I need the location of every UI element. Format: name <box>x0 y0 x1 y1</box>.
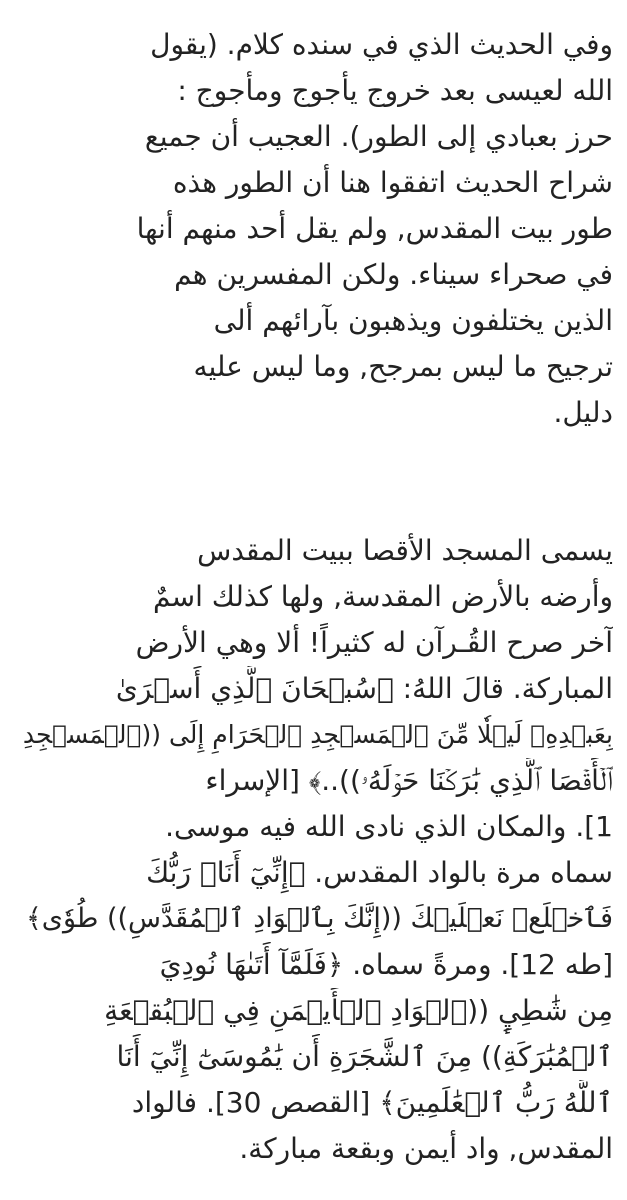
text-line: ٱللَّهُ رَبُّ ٱلۡعَٰلَمِينَ﴾ [القصص 30]. فالواد <box>131 1086 613 1119</box>
text-line: في صحراء سيناء. ولكن المفسرين هم <box>174 258 613 291</box>
text-line: [طه 12]. ومرةً سماه. ﴿فَلَمَّآ أَتَىٰهَا نُودِيَ <box>159 948 613 981</box>
text-line: حرز بعبادي إلى الطور). العجيب أن جميع <box>144 120 613 153</box>
text-line: المقدس, واد أيمن وبقعة مباركة. <box>239 1132 613 1165</box>
text-line: وفي الحديث الذي في سنده كلام. (يقول <box>150 28 613 61</box>
text-line: مِن شَٰطِيِٕ ((ٱلۡوَادِ ٱلۡأَيۡمَنِ فِي ٱلۡبُقۡعَةِ <box>104 994 613 1027</box>
text-line: سماه مرة بالواد المقدس. ﴿إِنِّيٓ أَنَا۠ رَبُّكَ <box>146 856 613 889</box>
text-line: فَٱخۡلَعۡ نَعۡلَيۡكَ ((إِنَّكَ بِٱلۡوَادِ ٱلۡمُقَدَّسِ)) طُوٗى﴾ <box>25 903 613 934</box>
text-line: شراح الحديث اتفقوا هنا أن الطور هذه <box>172 166 613 199</box>
text-line: الله لعيسى بعد خروج يأجوج ومأجوج : <box>177 74 613 107</box>
text-line: آخر صرح القُـرآن له كثيراً! ألا وهي الأرض <box>135 626 613 659</box>
text-line: يسمى المسجد الأقصا ببيت المقدس <box>197 534 613 567</box>
text-line: دليل. <box>553 396 613 429</box>
paragraph-1 <box>14 22 613 436</box>
text-line: ٱلۡمُبَٰرَكَةِ)) مِنَ ٱلشَّجَرَةِ أَن يَٰمُوسَىٰٓ إِنِّيٓ أَنَا <box>116 1040 613 1073</box>
paragraph-2 <box>14 528 613 1172</box>
text-line: بِعَبۡدِهِۦ لَيۡلٗا مِّنَ ٱلۡمَسۡجِدِ ٱلۡحَرَامِ إِلَى ((ٱلۡمَسۡجِدِ <box>22 720 613 749</box>
paragraph-gap <box>14 436 613 528</box>
text-line: المباركة. قالَ اللهُ: ﴿سُبۡحَانَ ٱلَّذِي أَسۡرَىٰ <box>115 672 613 705</box>
text-line: طور بيت المقدس, ولم يقل أحد منهم أنها <box>136 212 613 245</box>
text-line: ترجيح ما ليس بمرجح, وما ليس عليه <box>193 350 613 383</box>
text-line: 1]. والمكان الذي نادى الله فيه موسى. <box>165 810 613 843</box>
text-line: وأرضه بالأرض المقدسة, ولها كذلك اسمٌ <box>152 580 613 613</box>
text-line: الذين يختلفون ويذهبون بآرائهم ألى <box>213 304 613 337</box>
text-line: ٱلۡأَقۡصَا ٱلَّذِي بَٰرَكۡنَا حَوۡلَهُۥ))..﴾ [الإسراء <box>205 764 613 797</box>
